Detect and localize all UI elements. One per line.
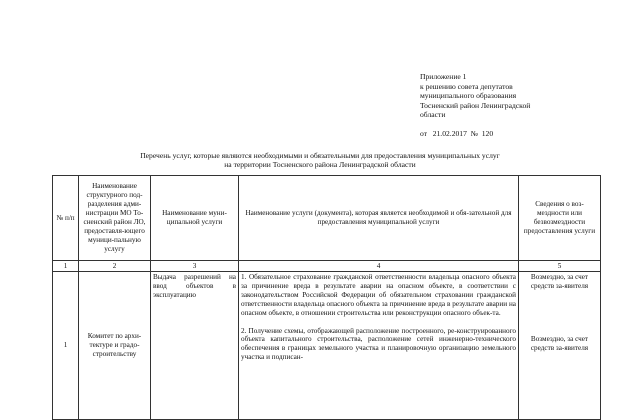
header-department: Наименование структурного под-разделения адми-нистрации МО То-сненский район ЛО, предоставля-ющего муници-пальную услугу xyxy=(79,176,151,261)
services-table xyxy=(52,175,601,420)
cost-info-item: Возмездно, за счет средств за-явителя xyxy=(530,334,589,352)
column-number-row xyxy=(53,261,601,272)
decision-date-number: от 21.02.2017 № 120 xyxy=(420,128,494,138)
header-cost-info: Сведения о воз-мездности или безвозмездности предоставления услуги xyxy=(519,176,601,261)
column-number: 4 xyxy=(239,261,519,272)
column-number: 1 xyxy=(53,261,79,272)
required-service-item: 2. Получение схемы, отображающей расположение построенного, ре-конструированного объекта капитального строительства, расположение сетей инженерно-технического обеспечения в границах земельного участка и планировочную организацию земельного участка и подписан- xyxy=(241,326,516,362)
row-num: 1 xyxy=(53,272,79,420)
appendix-line: Приложение 1 xyxy=(420,72,467,81)
column-number: 3 xyxy=(151,261,239,272)
column-number: 5 xyxy=(519,261,601,272)
appendix-line: области xyxy=(420,110,446,120)
appendix-line: к решению совета депутатов xyxy=(420,81,513,91)
header-required-service: Наименование услуги (документа), которая является необходимой и обя-зательной для предоставления муниципальной услуги xyxy=(239,176,519,261)
spacer xyxy=(420,120,610,129)
required-service-item: 1. Обязательное страхование гражданской ответственности владельца опасного объекта за причинение вреда в результате аварии на опасном объекте, в соответствии с законодательством Российской Федерации об обязательном страховании гражданской ответственности владельца опасного объекта за причинение вреда в результате аварии на опасном объекте, в отношении строительства или реконструкции опасного объек-та. xyxy=(241,273,516,317)
table-row xyxy=(53,272,601,420)
cost-info-item: Возмездно, за счет средств за-явителя xyxy=(530,273,589,290)
appendix-line: Тосненский район Ленинградской xyxy=(420,100,531,110)
document-title-line: на территории Тосненского района Ленинградской области xyxy=(224,160,416,170)
table-header-row xyxy=(53,176,601,261)
column-number: 2 xyxy=(79,261,151,272)
header-municipal-service: Наименование муни-ципальной услуги xyxy=(151,176,239,261)
appendix-line: муниципального образования xyxy=(420,91,517,101)
appendix-block xyxy=(420,72,610,139)
row-cost-info xyxy=(519,272,601,420)
document-title xyxy=(60,151,580,170)
header-num: № п/п xyxy=(53,176,79,261)
row-municipal-service: Выдача разрешений на ввод объектов в эксплуатацию xyxy=(151,272,239,420)
row-department: Комитет по архи-тектуре и градо-строительству xyxy=(79,272,151,420)
row-required-services xyxy=(239,272,519,420)
document-title-line: Перечень услуг, которые являются необходимыми и обязательными для предоставления муниципальных услуг xyxy=(140,151,500,160)
